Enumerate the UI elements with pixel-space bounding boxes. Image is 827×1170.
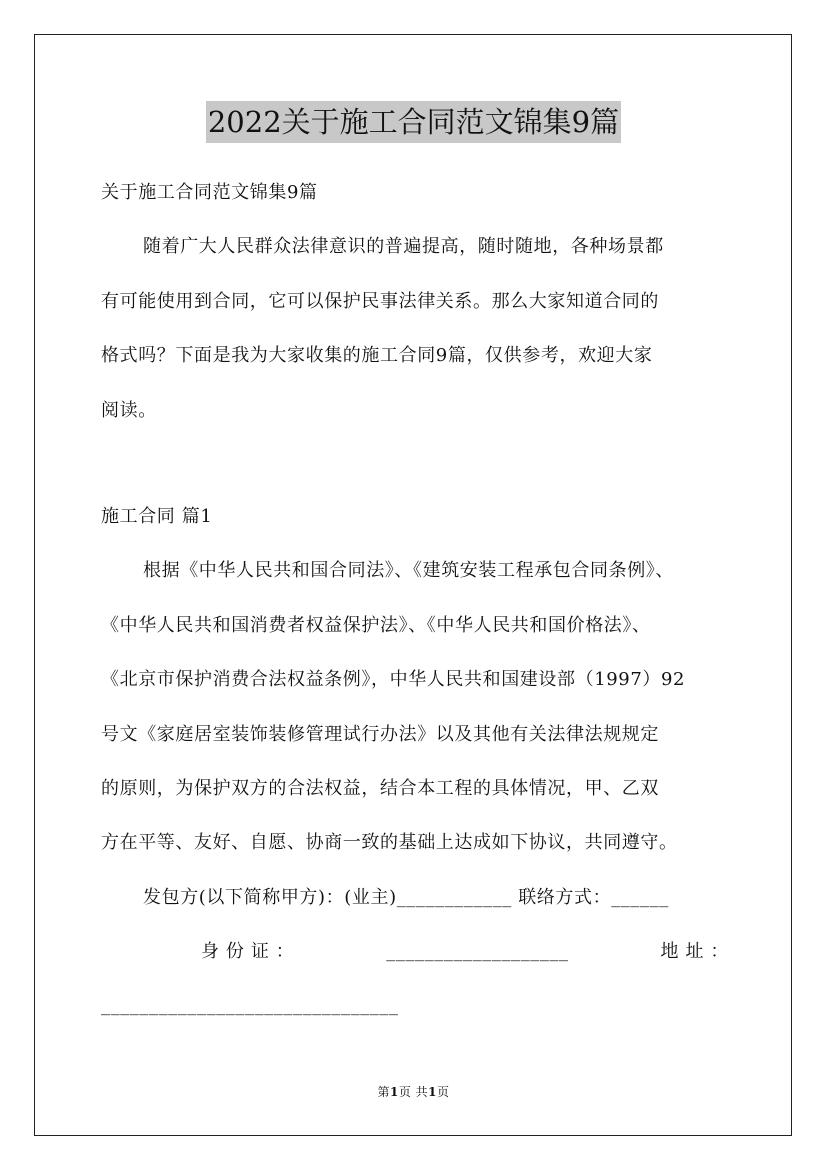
party-line: 发包方(以下简称甲方)：(业主)____________ 联络方式：______ [143, 886, 669, 908]
page-number: 1 [389, 1085, 399, 1099]
title-wrap [0, 101, 827, 143]
page-total: 1 [428, 1085, 438, 1099]
id-label: 身 份 证 ： [201, 941, 295, 963]
page-footer [0, 1083, 827, 1100]
id-address-line [101, 935, 741, 989]
document-body [101, 176, 741, 1044]
intro-line: 格式吗？下面是我为大家收集的施工合同9篇，仅供参考，欢迎大家 [101, 345, 653, 367]
body-line: 方在平等、友好、自愿、协商一致的基础上达成如下协议，共同遵守。 [101, 832, 678, 854]
body-line: 根据《中华人民共和国合同法》、《建筑安装工程承包合同条例》、 [143, 560, 674, 582]
address-label: 地 址 ： [660, 941, 729, 963]
body-line: 《北京市保护消费合法权益条例》，中华人民共和国建设部（1997）92 [101, 669, 686, 691]
intro-line: 有可能使用到合同，它可以保护民事法律关系。那么大家知道合同的 [101, 290, 659, 312]
section-gap [101, 448, 741, 500]
body-line: 的原则，为保护双方的合法权益，结合本工程的具体情况，甲、乙双 [101, 777, 659, 799]
intro-line: 随着广大人民群众法律意识的普遍提高，随时随地，各种场景都 [143, 236, 664, 258]
document-subtitle: 关于施工合同范文锦集9篇 [101, 182, 318, 203]
section-heading: 施工合同 篇1 [101, 505, 213, 527]
intro-line: 阅读。 [101, 399, 157, 421]
document-title: 2022关于施工合同范文锦集9篇 [206, 101, 621, 143]
address-blank: _______________________________ [101, 995, 399, 1017]
body-line: 《中华人民共和国消费者权益保护法》、《中华人民共和国价格法》、 [101, 614, 651, 636]
page-prefix: 第 [377, 1085, 390, 1099]
page-suffix: 页 [437, 1085, 450, 1099]
page-mid: 页 共 [398, 1085, 429, 1099]
id-blank: ___________________ [386, 941, 569, 963]
body-line: 号文《家庭居室装饰装修管理试行办法》以及其他有关法律法规规定 [101, 723, 659, 745]
